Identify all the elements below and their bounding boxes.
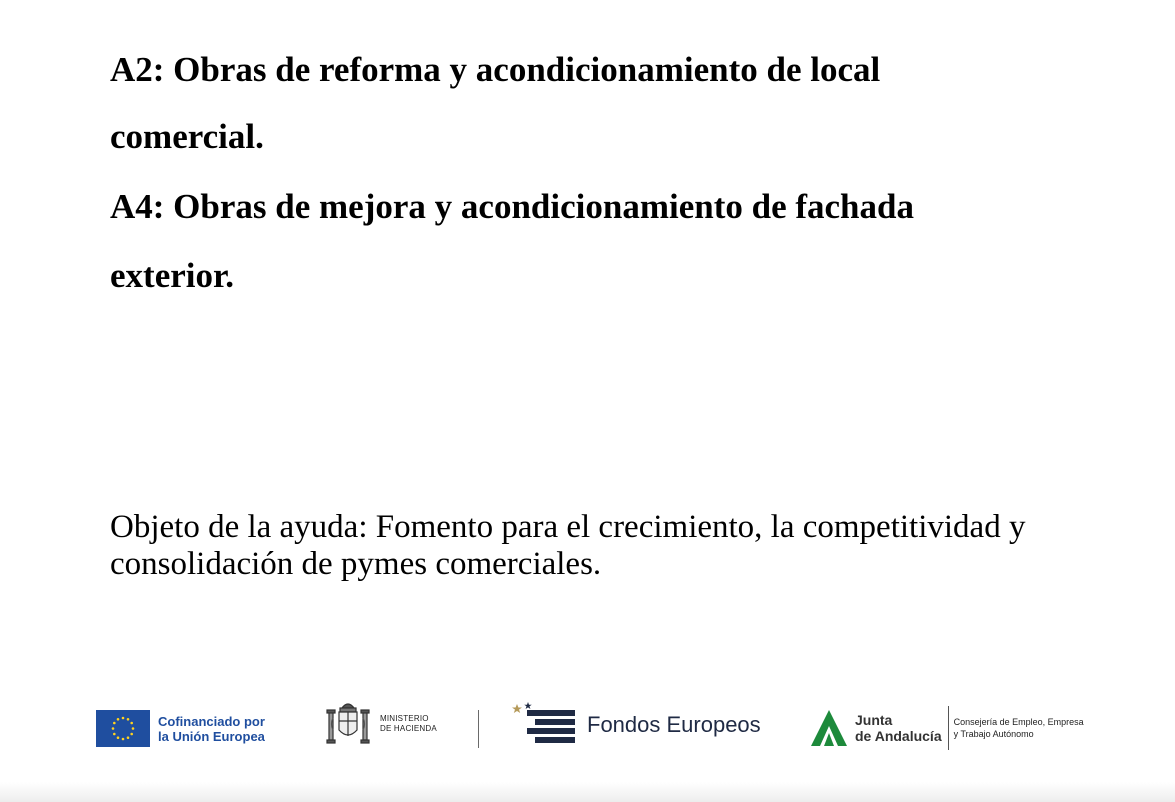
footer-logos <box>0 690 1175 760</box>
fondos-europeos-icon <box>511 702 577 748</box>
eu-label-line-2: la Unión Europea <box>158 728 265 744</box>
eu-cofinanced-label <box>158 714 265 744</box>
junta-andalucia-logo <box>809 706 1084 750</box>
ministry-label <box>380 714 437 734</box>
eu-flag-icon <box>96 710 150 747</box>
ministry-line-1: MINISTERIO <box>380 714 429 723</box>
junta-line-2: de Andalucía <box>855 728 942 744</box>
heading-line-4: exterior. <box>110 256 235 295</box>
ministry-line-2: DE HACIENDA <box>380 724 437 733</box>
junta-divider <box>948 706 949 750</box>
fondos-europeos-logo <box>511 702 761 748</box>
logo-divider <box>478 710 479 748</box>
ministry-logo <box>324 698 437 750</box>
objective-text: Objeto de la ayuda: Fomento para el crecimiento, la competitividad y consolidación de pymes comerciales. <box>110 509 1026 582</box>
heading-line-3: A4: Obras de mejora y acondicionamiento de fachada <box>110 187 914 226</box>
heading-line-2: comercial. <box>110 117 264 156</box>
bottom-strip <box>0 782 1175 802</box>
junta-label <box>855 712 942 744</box>
junta-a-icon <box>809 708 849 748</box>
coat-of-arms-icon <box>324 698 372 750</box>
consejeria-label <box>954 716 1084 740</box>
junta-line-1: Junta <box>855 712 893 728</box>
consejeria-line-1: Consejería de Empleo, Empresa <box>953 717 1084 727</box>
consejeria-line-2: y Trabajo Autónomo <box>953 729 1034 739</box>
fondos-europeos-label: Fondos Europeos <box>587 712 761 737</box>
eu-label-line-1: Cofinanciado por <box>158 713 265 729</box>
eu-cofinanced-logo <box>96 710 265 747</box>
heading-line-1: A2: Obras de reforma y acondicionamiento de local <box>110 50 881 89</box>
